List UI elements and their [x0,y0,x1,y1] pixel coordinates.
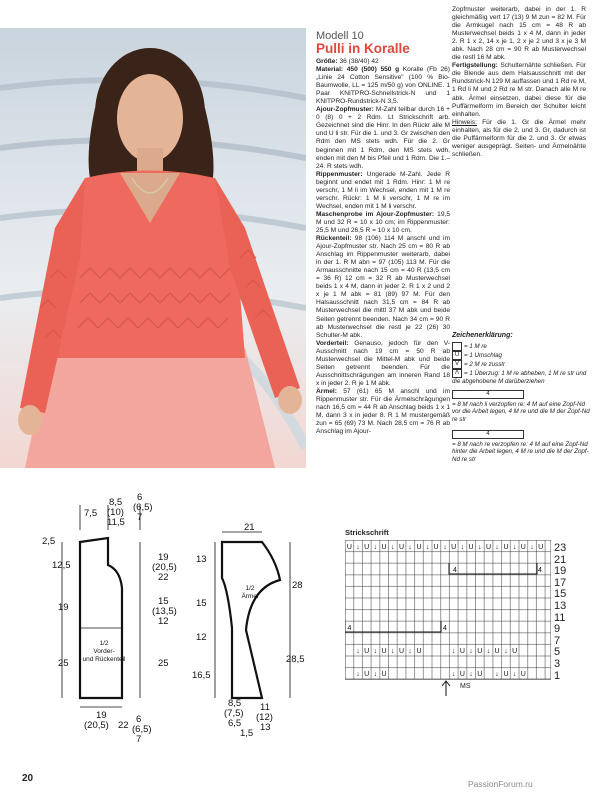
svg-text:↓: ↓ [391,648,395,655]
svg-text:U: U [494,648,500,655]
dim-mid-5: (13,5) [152,606,177,617]
front-label-3: und Rückenteil [82,656,126,663]
dim-left-3: 19 [58,602,69,613]
vorder-paragraph: Vorderteil: Genauso, jedoch für den V-Ausschnitt nach 19 cm = 50 R ab Musterwechsel die Mittel-M abk und beide Seiten getrennt beenden. Für die Ausschnittschrägungen am inneren Rand 18 x in jeder 2. R je 1 M abk. [316,339,450,387]
svg-text:↓: ↓ [356,671,360,678]
legend-title: Zeichenerklärung: [452,332,513,339]
svg-text:↓: ↓ [373,544,378,551]
svg-text:↓: ↓ [391,544,395,551]
dim-sleeve-b4: 1,5 [240,728,254,739]
instructions-column-2 [452,6,586,159]
legend-item-cable-left: 4 = 8 M nach li verzopfen re: 4 M auf eine Zopf-Nd vor die Arbeit legen, 4 M re und die M der Zopf-Nd re str [452,391,590,423]
svg-text:↓: ↓ [451,648,456,655]
dim-left-4: 25 [58,658,69,669]
legend-item-cable-right: 4 = 8 M nach re verzopfen re: 4 M auf eine Zopf-Nd hinter die Arbeit legen, 4 M re und die M der Zopf-Nd re str [452,431,589,463]
hinweis-paragraph: Hinweis: Für die 1. Gr die Ärmel mehr einhalten, als für die 2. und 3. Gr, dadurch ist die Puffärmelform für die 2. und 3. Gr etwas weniger ausgeprägt. Seiten- und Ärmelnähte schließen. [452,118,586,158]
svg-text:↓: ↓ [356,648,360,655]
dim-bot-2: (20,5) [84,720,109,731]
ajour-paragraph: Ajour-Zopfmuster: M-Zahl teilbar durch 16 + 0 (8) 0 + 2 Rdm. Lt Strickschrift arb. Gezeichnet sind die Hinr. In den Rückr alle M und U li str. Für die 1. und 3. Gr zwischen den Rdm den MS stets wdh. Für die 2. Gr beginnen mit 1 Rdm, den MS stets wdh, enden mit den M bis Pfeil und 1 Rdm. Die 1.– 24. R stets wdh. [316,106,450,170]
svg-text:U: U [364,671,370,678]
dim-bot-1: 19 [96,710,107,721]
knitting-chart-title: Strickschrift [345,528,389,537]
ms-arrow-icon [436,678,456,698]
svg-text:U: U [381,648,387,655]
svg-text:↓: ↓ [495,671,499,678]
yarnover-symbol-icon: U [452,351,462,360]
sleeve-continued-paragraph: Zopfmuster weiterarb, dabei in der 1. R gleichmäßig vert 17 (13) 9 M zun = 82 M. Für die Armkugel nach 15 cm = 48 R ab Musterwechsel beids 1 x 4 M, dann in jeder 2. R 1 x 2, 14 x je 1, 2 x je 2 und 3 x je 3 M abk. Nach 28 cm = 90 R ab Musterwechsel die restl 16 M abk. [452,6,586,62]
svg-text:↓: ↓ [460,544,465,551]
svg-text:↓: ↓ [425,544,430,551]
sleeve-label-1: 1/2 [245,585,255,592]
svg-text:↓: ↓ [504,648,508,655]
dim-sleeve-b2: (7,5) [224,708,244,719]
dim-mid-2: (20,5) [152,562,177,573]
size-paragraph: Größe: 36 (38/40) 42 [316,58,379,65]
dim-sleeve-l4: 16,5 [192,670,211,681]
dim-left-1: 2,5 [42,536,56,547]
svg-text:U: U [451,544,457,551]
svg-text:U: U [433,544,439,551]
ruecken-paragraph: Rückenteil: 98 (106) 114 M anschl und im Ajour-Zopfmuster str. Nach 25 cm = 80 R ab Anschlag im Rippenmuster weiterarb, dabei in der 1. R M abn = 97 (105) 113 M. Für die Armausschnitte nach 15 cm = 40 R (13,5 cm = 36 R) 12 cm = 32 R ab Musterwechsel beids 1 x 4 M, dann in jeder 2. R 1 x 2 und 2 x je 1 M abk = 81 (89) 97 M. Für den Halsausschnitt nach 31,5 cm = 84 R ab Musterwechsel die mittl 37 M abk und beide Seiten getrennt beenden. Nach 34 cm = 90 R ab Musterwechsel die restl je 22 (26) 30 Schulter-M abk. [316,235,450,339]
photo-illustration [0,28,306,468]
svg-text:U: U [520,544,526,551]
dim-sleeve-b5: 11 [260,702,270,713]
svg-text:U: U [398,544,405,551]
svg-text:U: U [512,648,518,655]
svg-text:U: U [364,544,370,551]
front-label-2: Vorder- [93,648,115,655]
svg-text:↓: ↓ [443,544,447,551]
cable-left-symbol-icon: 4 [452,390,524,399]
dim-sleeve-b7: 13 [260,722,271,733]
dim-top-g: 7,5 [84,508,98,519]
dim-sleeve-b6: (12) [256,712,273,723]
svg-text:↓: ↓ [356,544,360,551]
front-label-1: 1/2 [99,640,109,647]
instructions-column-1 [316,58,450,436]
svg-text:U: U [416,544,422,551]
k2tog-symbol-icon: V [452,360,462,369]
schematic-diagram [0,470,330,770]
model-number: Modell 10 [316,30,364,42]
svg-text:↓: ↓ [408,648,412,655]
svg-text:U: U [381,544,387,551]
svg-text:4: 4 [347,625,352,632]
svg-text:U: U [503,544,509,551]
dim-sleeve-r2: 28,5 [286,654,305,665]
svg-text:U: U [381,671,387,678]
svg-text:4: 4 [453,567,457,574]
svg-text:↓: ↓ [451,671,456,678]
svg-text:↓: ↓ [478,544,482,551]
dim-mid-7: 25 [158,658,169,669]
dim-bot-3: 22 [118,720,129,731]
svg-text:U: U [468,544,474,551]
svg-text:↓: ↓ [486,648,491,655]
svg-text:U: U [398,648,405,655]
svg-text:↓: ↓ [408,544,412,551]
sleeve-outline [222,542,280,698]
dim-mid-4: 15 [158,596,169,607]
aermel-paragraph: Ärmel: 57 (61) 65 M anschl und im Rippenmuster str. Für die Ärmelschrägungen nach 16,5 cm = 44 R ab Anschlag beids 1 x 1 M, dann 3 x in jeder 8. R 1 M mustergemäß zun = 65 (69) 73 M. Nach 28,5 cm = 76 R ab Anschlag im Ajour- [316,387,450,436]
dim-sleeve-r1: 28 [292,580,303,591]
svg-text:U: U [485,544,492,551]
dim-mid-6: 12 [158,616,169,627]
dim-top-a: 8,5 [109,497,123,508]
svg-text:↓: ↓ [512,671,517,678]
dim-top-c: 11,5 [107,517,125,528]
svg-text:↓: ↓ [373,671,378,678]
legend-item-skpo: Λ = 1 Überzug: 1 M re abheben, 1 M re str und die abgehobene M darüberziehen [452,370,587,385]
legend-item-yarnover: U = 1 Umschlag [452,351,592,360]
rippen-paragraph: Rippenmuster: Ungerade M-Zahl. Jede R beginnt und endet mit 1 Rdm. Hinr: 1 M re verschr, 1 M li im Wechsel, enden mit 1 M re verschr. Rückr: 1 M li verschr, 1 M re im Wechsel, enden mit 1 M li verschr. [316,170,450,210]
dim-left-2: 12,5 [52,560,71,571]
svg-text:↓: ↓ [469,671,473,678]
svg-text:U: U [364,648,370,655]
dim-sleeve-top: 21 [244,522,255,533]
svg-text:U: U [538,544,544,551]
dim-mid-3: 22 [158,572,169,583]
svg-text:U: U [477,671,483,678]
svg-text:U: U [520,671,526,678]
knit-symbol-icon [452,342,462,351]
legend-item-k2tog: V = 2 M re zusstr [452,360,592,369]
sleeve-label-2: Ärmel [241,593,259,600]
dim-sleeve-l1: 13 [196,554,207,565]
dim-top-d: 6 [137,492,143,503]
svg-text:U: U [459,648,465,655]
svg-text:↓: ↓ [373,648,378,655]
svg-text:U: U [477,648,483,655]
pattern-title: Pulli in Koralle [316,41,410,56]
svg-text:↓: ↓ [495,544,499,551]
dim-mid-1: 19 [158,552,169,563]
ms-label: MS [460,683,471,690]
dim-top-e: (6,5) [133,502,153,513]
cable-right-symbol-icon: 4 [452,430,524,439]
watermark: PassionForum.ru [468,779,533,789]
svg-text:↓: ↓ [469,648,473,655]
model-photo [0,28,306,468]
chart-row-numbers: 23 21 19 17 15 13 11 9 7 5 3 1 [554,542,567,682]
page-number: 20 [22,773,34,784]
svg-text:U: U [503,671,509,678]
skpo-symbol-icon: Λ [452,369,462,378]
dim-top-b: (10) [107,507,124,518]
maschenprobe-paragraph: Maschenprobe im Ajour-Zopfmuster: 19,5 M und 32 R = 10 x 10 cm; im Rippenmuster: 25,5 M und 26,5 R = 10 x 10 cm. [316,210,450,234]
svg-text:U: U [459,671,465,678]
knitting-chart-grid [345,540,551,680]
legend-item-knit: = 1 M re [452,342,592,351]
dim-bot-6: 7 [136,734,142,745]
fertig-paragraph: Fertigstellung: Schulternähte schließen. Für die Blende aus dem Halsausschnitt mit der Rundstrick-N 129 M auffassen und 1 Rd re M, 1 Rd li M und 2 Rd re M str. Danach alle M re abk. Ärmel einsetzen, dabei diese für die Puffärmelform im Bereich der Schulter leicht einhalten. [452,62,587,118]
svg-text:4: 4 [443,625,447,632]
dim-top-f: 7 [137,512,143,523]
material-paragraph: Material: 450 (500) 550 g Koralle (Fb 26) „Linie 24 Cotton Sensitive" (100 % Bio-Baumwolle, LL = 125 m/50 g) von ONLINE. 1 Paar KNITPRO-Schnellstrick-N und 1 KNITPRO-Rundstrick-N 3,5. [316,66,450,106]
front-back-outline [80,538,122,698]
dim-sleeve-b1: 8,5 [228,698,242,709]
svg-text:U: U [346,544,352,551]
svg-text:↓: ↓ [512,544,517,551]
svg-text:4: 4 [538,567,542,574]
svg-text:↓: ↓ [530,544,534,551]
svg-text:U: U [416,648,422,655]
dim-bot-5: (6,5) [132,724,152,735]
dim-sleeve-l3: 12 [196,632,207,643]
dim-sleeve-b3: 6,5 [228,718,242,729]
dim-bot-4: 6 [136,714,142,725]
dim-sleeve-l2: 15 [196,598,207,609]
